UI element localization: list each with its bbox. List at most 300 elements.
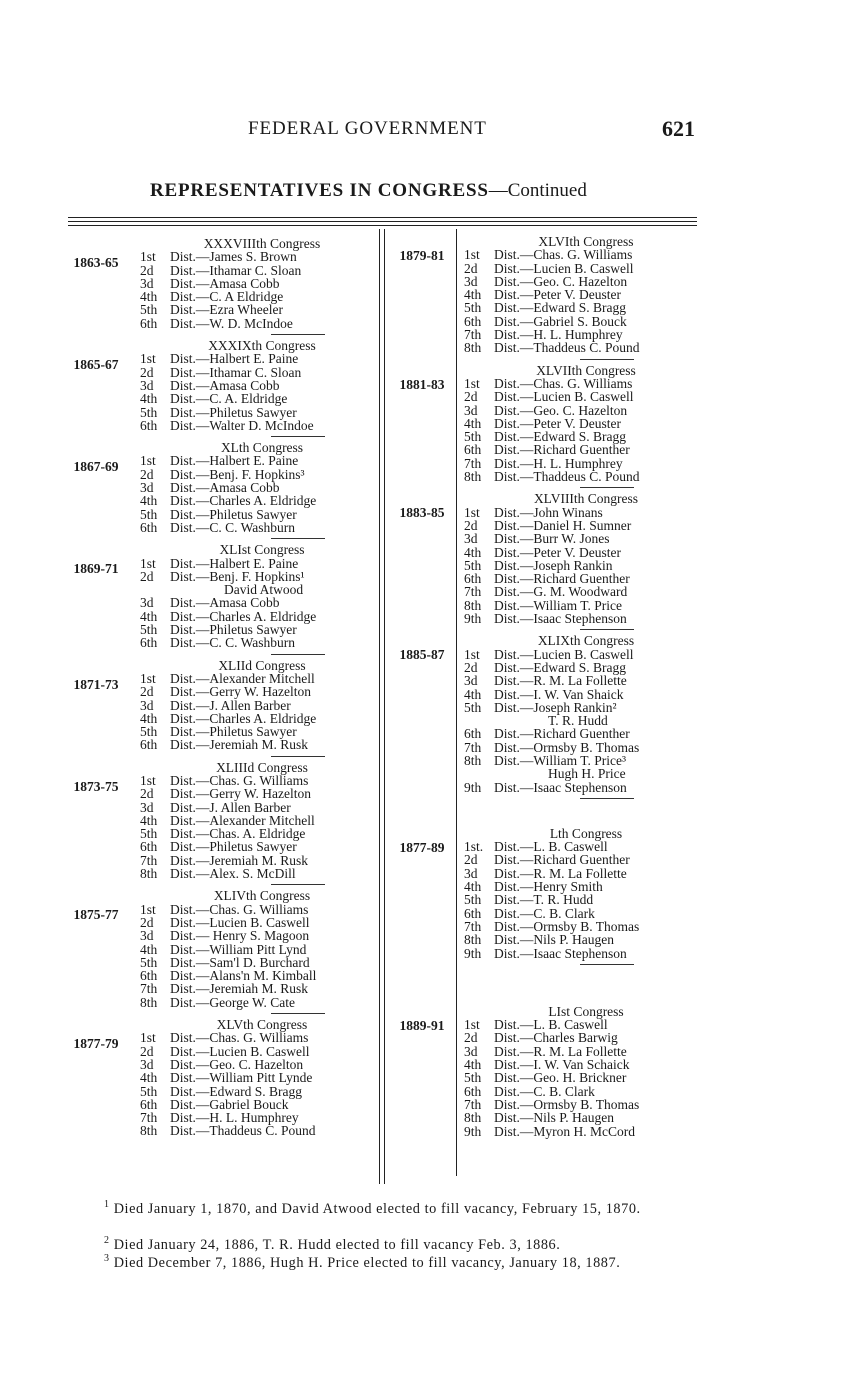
district-row (464, 275, 712, 288)
representative-name: Dist.—Gabriel S. Bouck (494, 313, 627, 329)
representative-name: Dist.—H. L. Humphrey (494, 327, 623, 343)
representative-name: Dist.—Geo. H. Brickner (494, 1070, 627, 1086)
congress-years: 1883-85 (399, 505, 445, 521)
representative-name: Dist.—Charles A. Eldridge (170, 710, 317, 726)
district-row (464, 867, 712, 880)
representative-name: Dist.—Jeremiah M. Rusk (170, 852, 308, 868)
congress-title: XLVIIIth Congress (533, 491, 639, 507)
district-number: 3d (464, 531, 478, 547)
representative-name: Dist.—Thaddeus C. Pound (170, 1123, 316, 1139)
district-number: 2d (140, 786, 154, 802)
section-separator (271, 334, 325, 335)
district-number: 2d (464, 852, 478, 868)
district-number: 3d (464, 673, 478, 689)
district-number: 2d (140, 364, 154, 380)
representative-name: Dist.—G. M. Woodward (494, 584, 628, 600)
district-row (464, 781, 712, 794)
representative-name: Dist.—Thaddeus C. Pound (494, 469, 640, 485)
district-row (464, 301, 712, 314)
district-row (140, 392, 384, 405)
district-row (464, 1125, 712, 1138)
congress-block (392, 1005, 712, 1138)
representative-name: Dist.—Ormsby B. Thomas (494, 918, 640, 934)
representative-name: Dist.—Charles A. Eldridge (170, 608, 317, 624)
district-number: 2d (464, 1030, 478, 1046)
section-separator (271, 756, 325, 757)
representative-name: David Atwood (224, 582, 304, 598)
district-row (140, 787, 384, 800)
representative-name: Dist.—Alans'n M. Kimball (170, 968, 317, 984)
representative-name: Dist.—Halbert E. Paine (170, 351, 299, 367)
congress-title: XLVth Congress (216, 1017, 308, 1033)
district-row (464, 767, 712, 780)
district-number: 2d (140, 262, 154, 278)
district-row (140, 1085, 384, 1098)
district-number: 3d (140, 275, 154, 291)
congress-block (66, 441, 384, 539)
representative-name: Dist.—Walter D. McIndoe (170, 417, 314, 433)
district-number: 6th (140, 968, 158, 984)
congress-block (66, 237, 384, 335)
representative-name: Dist.—Peter V. Deuster (494, 287, 621, 303)
representative-name: Dist.—Alexander Mitchell (170, 670, 315, 686)
representative-name: Dist.—Halbert E. Paine (170, 555, 299, 571)
representative-name: Dist.—Richard Guenther (494, 442, 630, 458)
district-row (140, 712, 384, 725)
congress-title: XLth Congress (220, 440, 304, 456)
congress-title: XLIXth Congress (537, 633, 635, 649)
representative-name: Dist.—George W. Cate (170, 994, 295, 1010)
representative-name: Dist.—Myron H. McCord (494, 1123, 635, 1139)
section-separator (271, 884, 325, 885)
district-number: 2d (140, 914, 154, 930)
district-row (140, 596, 384, 609)
district-number: 5th (464, 429, 482, 445)
top-rule (68, 225, 697, 226)
district-number: 6th (464, 571, 482, 587)
representative-name: Dist.—Amasa Cobb (170, 480, 280, 496)
representative-name: Dist.—Nils P. Haugen (494, 932, 615, 948)
representative-name: Dist.—Gerry W. Hazelton (170, 786, 311, 802)
district-number: 1st (464, 1017, 480, 1033)
district-number: 4th (140, 391, 158, 407)
district-row (464, 443, 712, 456)
representative-name: Dist.—Geo. C. Hazelton (170, 1056, 304, 1072)
district-row (464, 727, 712, 740)
representative-name: Dist.—Philetus Sawyer (170, 622, 297, 638)
district-number: 1st (140, 555, 156, 571)
representative-name: Dist.—Isaac Stephenson (494, 779, 627, 795)
district-row (464, 572, 712, 585)
congress-block (392, 827, 712, 965)
congress-block (392, 492, 712, 630)
district-number: 4th (140, 1070, 158, 1086)
running-title: FEDERAL GOVERNMENT (248, 118, 487, 139)
congress-block (66, 1018, 384, 1138)
district-number: 8th (464, 752, 482, 768)
page-number: 621 (662, 116, 695, 141)
representative-name: Dist.— Henry S. Magoon (170, 928, 310, 944)
district-row (464, 661, 712, 674)
district-number: 6th (140, 519, 158, 535)
congress-title: XLIId Congress (218, 657, 306, 673)
district-row (140, 264, 384, 277)
representative-name: Dist.—Jeremiah M. Rusk (170, 737, 308, 753)
district-number: 9th (464, 611, 482, 627)
district-row (464, 559, 712, 572)
footnote-text: Died January 1, 1870, and David Atwood elected to fill vacancy, February 15, 1870. (113, 1200, 641, 1217)
district-number: 5th (464, 300, 482, 316)
district-number: 4th (464, 544, 482, 560)
district-number: 5th (140, 724, 158, 740)
district-row (140, 943, 384, 956)
district-number: 8th (464, 932, 482, 948)
representative-name: Dist.—Isaac Stephenson (494, 945, 627, 961)
representative-name: Dist.—Joseph Rankin (494, 557, 613, 573)
congress-years: 1879-81 (399, 248, 445, 263)
representative-name: Dist.—Charles Barwig (494, 1030, 618, 1046)
district-row (464, 519, 712, 532)
district-row (464, 701, 712, 714)
congress-title: XLIVth Congress (213, 888, 311, 904)
district-row (464, 532, 712, 545)
representative-name: Dist.—Geo. C. Hazelton (494, 273, 628, 289)
representative-name: Dist.—Benj. F. Hopkins¹ (170, 568, 305, 584)
congress-title: LIst Congress (548, 1003, 624, 1019)
district-number: 3d (140, 799, 154, 815)
district-number: 2d (464, 659, 478, 675)
district-row (464, 404, 712, 417)
district-number: 4th (464, 686, 482, 702)
district-number: 3d (140, 928, 154, 944)
district-row (464, 1111, 712, 1124)
district-row (464, 341, 712, 354)
representative-name: Dist.—Gerry W. Hazelton (170, 684, 311, 700)
district-row (140, 317, 384, 330)
district-row (464, 262, 712, 275)
district-number: 1st (140, 453, 156, 469)
representative-name: Dist.—C. B. Clark (494, 1083, 595, 1099)
section-separator (271, 1013, 325, 1014)
district-number: 6th (140, 417, 158, 433)
district-row (140, 982, 384, 995)
section-separator (580, 964, 634, 965)
footnote-mark: 2 (104, 1235, 110, 1246)
district-row (140, 801, 384, 814)
congress-years: 1867-69 (73, 459, 119, 475)
representative-name: Dist.—Alex. S. McDill (170, 866, 296, 882)
district-number: 3d (464, 402, 478, 418)
district-number: 5th (464, 892, 482, 908)
district-number: 7th (464, 327, 482, 343)
district-number: 1st (140, 351, 156, 367)
district-row (140, 303, 384, 316)
district-number: 6th (464, 905, 482, 921)
top-rule (68, 221, 697, 222)
district-number: 5th (140, 1083, 158, 1099)
district-row (464, 853, 712, 866)
representative-name: Dist.—Philetus Sawyer (170, 506, 297, 522)
district-number: 6th (140, 839, 158, 855)
district-row (140, 867, 384, 880)
district-row (140, 916, 384, 929)
representative-name: Dist.—Philetus Sawyer (170, 724, 297, 740)
representative-name: Dist.—Thaddeus C. Pound (494, 340, 640, 356)
district-row (464, 714, 712, 727)
district-row (464, 1098, 712, 1111)
district-row (140, 636, 384, 649)
district-number: 6th (464, 442, 482, 458)
district-number: 7th (140, 981, 158, 997)
representative-name: Dist.—Charles A. Eldridge (170, 493, 317, 509)
section-separator (580, 487, 634, 488)
representative-name: Dist.—Ormsby B. Thomas (494, 739, 640, 755)
district-row (464, 506, 712, 519)
district-number: 2d (140, 466, 154, 482)
district-row (140, 481, 384, 494)
district-number: 8th (140, 1123, 158, 1139)
representative-name: Dist.—John Winans (494, 504, 603, 520)
district-number: 7th (140, 1110, 158, 1126)
representative-name: Dist.—Ithamar C. Sloan (170, 262, 302, 278)
representative-name: Dist.—Chas. G. Williams (170, 1030, 309, 1046)
district-row (464, 328, 712, 341)
representative-name: Dist.—Joseph Rankin² (494, 699, 617, 715)
district-number: 2d (464, 260, 478, 276)
district-row (140, 1098, 384, 1111)
district-row (140, 406, 384, 419)
district-row (140, 1031, 384, 1044)
district-number: 1st (140, 670, 156, 686)
district-row (140, 903, 384, 916)
district-number: 5th (140, 404, 158, 420)
district-row (140, 774, 384, 787)
district-row (464, 840, 712, 853)
representative-name: Dist.—W. D. McIndoe (170, 315, 293, 331)
congress-title: XXXIXth Congress (208, 338, 316, 354)
district-row (464, 933, 712, 946)
district-number: 1st (140, 901, 156, 917)
district-row (464, 674, 712, 687)
congress-block (66, 761, 384, 886)
district-row (140, 610, 384, 623)
congress-years: 1877-79 (73, 1036, 119, 1052)
district-row (464, 430, 712, 443)
district-number: 3d (140, 1056, 154, 1072)
representative-name: Dist.—Isaac Stephenson (494, 611, 627, 627)
representative-name: Dist.—Ormsby B. Thomas (494, 1096, 640, 1112)
district-number: 5th (464, 557, 482, 573)
footnote-3 (82, 1250, 714, 1272)
district-number: 1st. (464, 839, 484, 855)
district-row (140, 494, 384, 507)
representative-name: Dist.—H. L. Humphrey (170, 1110, 299, 1126)
representative-name: Dist.—R. M. La Follette (494, 673, 627, 689)
district-number: 3d (464, 1043, 478, 1059)
district-number: 5th (464, 699, 482, 715)
district-number: 5th (140, 302, 158, 318)
district-number: 1st (464, 646, 480, 662)
district-number: 8th (464, 469, 482, 485)
representative-name: Dist.—William Pitt Lynd (170, 941, 307, 957)
district-number: 9th (464, 1123, 482, 1139)
representative-name: Dist.—Ithamar C. Sloan (170, 364, 302, 380)
congress-title: Lth Congress (549, 825, 623, 841)
district-number: 5th (140, 954, 158, 970)
congress-years: 1865-67 (73, 357, 119, 373)
district-row (464, 470, 712, 483)
district-row (464, 585, 712, 598)
footnote-mark: 1 (104, 1199, 110, 1210)
congress-years: 1871-73 (73, 676, 119, 692)
representative-name: Dist.—Edward S. Bragg (170, 1083, 302, 1099)
representative-name: Dist.—I. W. Van Schaick (494, 1057, 630, 1073)
district-number: 6th (464, 726, 482, 742)
district-number: 9th (464, 945, 482, 961)
left-column (66, 237, 384, 1138)
representative-name: Dist.—Edward S. Bragg (494, 300, 626, 316)
column-divider (384, 229, 385, 1184)
district-number: 7th (464, 1096, 482, 1112)
representative-name: Dist.—Chas. G. Williams (494, 247, 633, 263)
district-number: 1st (464, 375, 480, 391)
district-row (464, 377, 712, 390)
congress-title: XLVIth Congress (538, 234, 634, 249)
representative-name: Dist.—William T. Price (494, 597, 622, 613)
district-row (464, 1018, 712, 1031)
district-number: 6th (140, 1096, 158, 1112)
district-row (140, 1071, 384, 1084)
district-number: 4th (140, 710, 158, 726)
district-row (464, 741, 712, 754)
district-row (464, 1071, 712, 1084)
representative-name: Dist.—Edward S. Bragg (494, 429, 626, 445)
district-row (140, 454, 384, 467)
representative-name: Dist.—J. Allen Barber (170, 799, 291, 815)
district-number: 1st (140, 1030, 156, 1046)
footnote-text: Died January 24, 1886, T. R. Hudd elected to fill vacancy Feb. 3, 1886. (113, 1236, 561, 1253)
representative-name: Dist.—Lucien B. Caswell (170, 1043, 310, 1059)
congress-years: 1885-87 (399, 647, 445, 663)
representative-name: Dist.—H. L. Humphrey (494, 455, 623, 471)
district-number: 8th (140, 994, 158, 1010)
district-row (464, 754, 712, 767)
representative-name: Dist.—Burr W. Jones (494, 531, 610, 547)
representative-name: Dist.—Lucien B. Caswell (494, 389, 634, 405)
district-row (140, 699, 384, 712)
representative-name: Dist.—Nils P. Haugen (494, 1110, 615, 1126)
congress-years: 1869-71 (73, 561, 119, 577)
district-number: 2d (140, 684, 154, 700)
district-number: 3d (464, 865, 478, 881)
district-number: 1st (140, 772, 156, 788)
representative-name: Dist.—Amasa Cobb (170, 595, 280, 611)
district-row (140, 521, 384, 534)
congress-block (392, 634, 712, 799)
district-number: 8th (140, 866, 158, 882)
district-number: 6th (464, 313, 482, 329)
district-number: 6th (464, 1083, 482, 1099)
district-row (140, 623, 384, 636)
right-column (392, 235, 712, 1138)
footnote-mark: 3 (104, 1253, 110, 1264)
district-row (464, 1031, 712, 1044)
district-number: 3d (140, 595, 154, 611)
district-number: 4th (464, 879, 482, 895)
district-row (464, 1085, 712, 1098)
congress-years: 1881-83 (399, 376, 445, 392)
district-row (140, 685, 384, 698)
representative-name: Dist.—Lucien B. Caswell (494, 260, 634, 276)
district-row (140, 854, 384, 867)
representative-name: Dist.—R. M. La Follette (494, 865, 627, 881)
district-number: 3d (140, 697, 154, 713)
representative-name: Dist.—Richard Guenther (494, 852, 630, 868)
district-number: 5th (464, 1070, 482, 1086)
congress-title: XLVIIth Congress (536, 362, 636, 378)
representative-name: Dist.—R. M. La Follette (494, 1043, 627, 1059)
district-row (140, 956, 384, 969)
section-separator (271, 436, 325, 437)
district-row (140, 277, 384, 290)
section-separator (271, 654, 325, 655)
representative-name: Dist.—J. Allen Barber (170, 697, 291, 713)
district-number: 1st (464, 247, 480, 263)
district-number: 8th (464, 597, 482, 613)
district-row (140, 1058, 384, 1071)
district-row (140, 1124, 384, 1137)
representative-name: Dist.—C. B. Clark (494, 905, 595, 921)
district-row (140, 419, 384, 432)
congress-block (66, 543, 384, 654)
representative-name: Dist.—Chas. A. Eldridge (170, 826, 306, 842)
representative-name: Dist.—C. C. Washburn (170, 635, 296, 651)
district-row (140, 969, 384, 982)
district-row (140, 557, 384, 570)
representative-name: Dist.—Chas. G. Williams (494, 375, 633, 391)
congress-years: 1863-65 (73, 255, 119, 270)
district-row (464, 947, 712, 960)
representative-name: Dist.—Richard Guenther (494, 571, 630, 587)
representative-name: Dist.—T. R. Hudd (494, 892, 594, 908)
representative-name: Dist.—Amasa Cobb (170, 275, 280, 291)
district-number: 6th (140, 635, 158, 651)
representative-name: Dist.—Amasa Cobb (170, 377, 280, 393)
section-title (150, 180, 587, 202)
representative-name: Dist.—William T. Price³ (494, 752, 626, 768)
district-number: 4th (464, 415, 482, 431)
section-title-continued: —Continued (488, 180, 587, 201)
district-number: 1st (140, 249, 156, 265)
district-row (464, 390, 712, 403)
district-row (140, 1111, 384, 1124)
district-row (464, 907, 712, 920)
representative-name: Dist.—C. A Eldridge (170, 289, 284, 305)
district-number: 4th (140, 941, 158, 957)
representative-name: Dist.—Benj. F. Hopkins³ (170, 466, 305, 482)
congress-block (66, 339, 384, 437)
district-number: 3d (140, 480, 154, 496)
section-separator (580, 359, 634, 360)
district-number: 6th (140, 315, 158, 331)
district-number: 3d (464, 273, 478, 289)
district-number: 4th (140, 812, 158, 828)
district-number: 7th (464, 584, 482, 600)
representative-name: Dist.—Henry Smith (494, 879, 603, 895)
representative-name: Dist.—Chas. G. Williams (170, 772, 309, 788)
district-number: 7th (140, 852, 158, 868)
page-header (0, 116, 859, 146)
